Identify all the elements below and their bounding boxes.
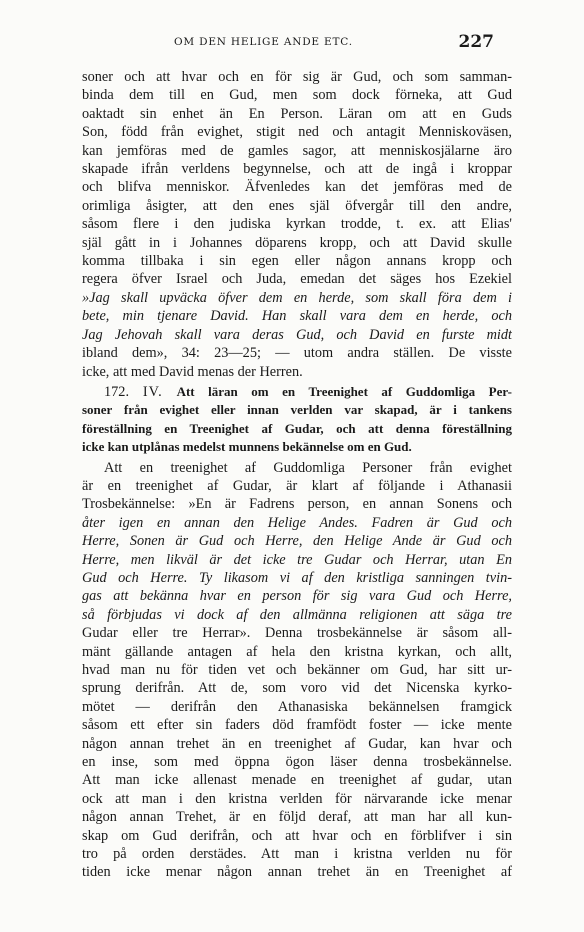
text-line: Att man icke allenast menade en treenighet af gudar, utan [82,772,512,789]
text-line: och blifva menniskor. Äfvenledes kan det jemföras med de [82,179,512,196]
text-line: mänt gällande antagen af hela den kristna kyrkan, och allt, [82,643,512,660]
text-line: är en treenighet af Gudar, är klart af följande i Athanasii [82,477,512,494]
section-heading-line: föreställning en Treenighet af Gudar, och att denna föreställning [82,420,512,436]
text-line: hvad man nu för tiden vet och bekänner om Gud, har sitt ur- [82,662,512,678]
text-line: sprung derifrån. Att de, som voro vid det Nicenska kyrko- [82,680,512,697]
text-line: soner och att hvar och en för sig är Gud, och som samman- [82,69,512,85]
text-line: åter igen en annan den Helige Andes. Fadren är Gud och [82,514,512,531]
text-line: orimliga åsigter, att den enes själ öfvergår till den andre, [82,197,512,214]
text-line: »Jag skall upväcka öfver dem en herde, som skall föra dem i [82,289,512,306]
text-line: Att en treenighet af Guddomliga Personer från evighet [104,459,512,476]
text-line: Gud och Herre. Ty likasom vi af den kristliga sanningen tvin- [82,569,512,586]
text-line: regera öfver Israel och Juda, emedan det säges hos Ezekiel [82,271,512,288]
page-number: 227 [458,32,494,52]
text-line: en inse, som med öppna ögon läser denna trosbekännelse. [82,754,512,771]
text-line: Trosbekännelse: »En är Fadrens person, en annan Sonens och [82,496,512,513]
text-line: Herre, Sonen är Gud och Herre, den Helige Ande är Gud och [82,533,512,550]
text-line: ibland dem», 34: 23—25; — utom andra ställen. De visste [82,345,512,362]
text-line: kan jemföras med de gamles sagor, att menniskosjälarne äro [82,142,512,159]
text-line: såsom flere i den judiska kyrkan trodde, t. ex. att Elias' [82,216,512,233]
text-line: skapade ifrån verldens begynnelse, och att de ingå i kroppar [82,161,512,178]
text-line: bete, min tjenare David. Han skall vara dem en herde, och [82,308,512,325]
paragraph-2 [82,459,512,882]
text-line: ock att man i den kristna verlden för närvarande icke menar [82,790,512,807]
text-line: Son, född från evighet, stigit ned och antagit Menniskoväsen, [82,124,512,141]
section-heading-line: soner från evighet eller innan verlden var skapad, är i tankens [82,402,512,418]
text-line: icke, att med David menas der Herren. [82,363,303,380]
text-line: Herre, men likväl är det icke tre Gudar och Herrar, utan En [82,551,512,568]
text-line: tiden icke menar någon annan trehet än en Treenighet af [82,864,512,881]
section-heading [82,383,512,457]
text-line: skap om Gud derifrån, och att hvar och en förblifver i sin [82,827,512,844]
section-heading-line: icke kan utplånas medelst munnens bekännelse om en Gud. [82,439,412,455]
section-heading-line [82,383,512,401]
text-line: Jag Jehovah skall vara deras Gud, och David en furste midt [82,326,512,343]
text-line: mötet — derifrån den Athanasiska bekännelsen framgick [82,698,512,715]
section-number: 172. [104,383,130,400]
text-line: binda dem till en Gud, men som dock förneka, att Gud [82,87,512,104]
text-line: såsom ett efter sin faders död framfödt foster — icke mente [82,717,512,734]
text-line: någon annan Trehet, är en följd deraf, att man har all kun- [82,809,512,826]
section-roman: IV. [142,383,163,400]
page-header [82,32,502,60]
text-line: Gudar eller tre Herrar». Denna trosbekännelse är såsom all- [82,625,512,642]
text-line: tro på orden derstädes. Att man i kristna verlden nu för [82,846,512,863]
text-line: så förbjudas vi dock af den allmänna religionen att säga tre [82,606,512,623]
section-heading-text: Att läran om en Treenighet af Guddomliga Per- [176,383,512,399]
paragraph-1 [82,68,512,381]
text-line: komma tillbaka i sin egen eller någon annans kropp och [82,253,512,270]
running-title: OM DEN HELIGE ANDE ETC. [174,36,353,48]
text-line: själ gått in i Johannes döparens kropp, och att David skulle [82,234,512,251]
body-text [82,68,512,882]
text-line: oaktadt sin enhet än En Person. Läran om att en Guds [82,105,512,122]
text-line: gas att bekänna hvar en person för sig vara Gud och Herre, [82,588,512,605]
text-line: någon annan trehet än en treenighet af Gudar, kan hvar och [82,735,512,752]
